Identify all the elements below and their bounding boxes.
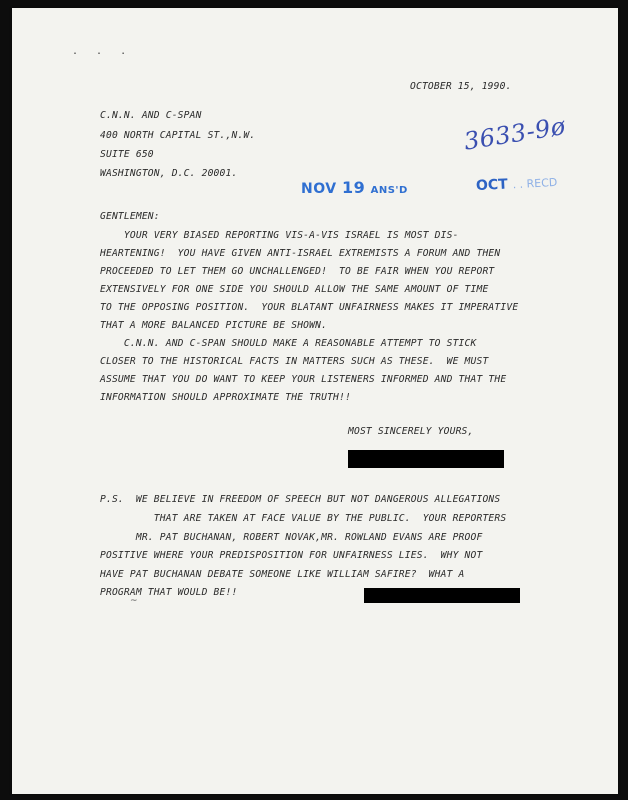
stamp-day: 19 bbox=[341, 178, 366, 197]
body-line: HEARTENING! YOU HAVE GIVEN ANTI-ISRAEL EXTREMISTS A FORUM AND THEN bbox=[100, 248, 501, 259]
stamp-received-label: . . RECD bbox=[512, 175, 558, 192]
body-line: CLOSER TO THE HISTORICAL FACTS IN MATTERS SUCH AS THESE. WE MUST bbox=[100, 356, 489, 367]
stamp-month: OCT bbox=[475, 176, 509, 195]
signature-redaction bbox=[348, 450, 504, 468]
address-line: C.N.N. AND C-SPAN bbox=[100, 110, 202, 121]
stray-mark: ~ bbox=[130, 596, 138, 606]
ps-line: PROGRAM THAT WOULD BE!! bbox=[100, 587, 238, 598]
body-line: ASSUME THAT YOU DO WANT TO KEEP YOUR LISTENERS INFORMED AND THAT THE bbox=[100, 374, 507, 385]
ps-line: MR. PAT BUCHANAN, ROBERT NOVAK,MR. ROWLAND EVANS ARE PROOF bbox=[100, 532, 483, 543]
ps-line: THAT ARE TAKEN AT FACE VALUE BY THE PUBLIC. YOUR REPORTERS bbox=[100, 513, 507, 524]
answered-date-stamp bbox=[301, 178, 408, 197]
salutation: GENTLEMEN: bbox=[100, 211, 160, 222]
address-line: SUITE 650 bbox=[100, 149, 154, 160]
body-line: EXTENSIVELY FOR ONE SIDE YOU SHOULD ALLOW THE SAME AMOUNT OF TIME bbox=[100, 284, 489, 295]
letter-date: OCTOBER 15, 1990. bbox=[410, 81, 512, 92]
letter-page bbox=[12, 8, 618, 794]
received-date-stamp bbox=[476, 174, 558, 194]
closing: MOST SINCERELY YOURS, bbox=[348, 426, 474, 437]
ps-line: POSITIVE WHERE YOUR PREDISPOSITION FOR UNFAIRNESS LIES. WHY NOT bbox=[100, 550, 483, 561]
body-line: C.N.N. AND C-SPAN SHOULD MAKE A REASONABLE ATTEMPT TO STICK bbox=[100, 338, 477, 349]
body-line: PROCEEDED TO LET THEM GO UNCHALLENGED! TO BE FAIR WHEN YOU REPORT bbox=[100, 266, 495, 277]
body-line: INFORMATION SHOULD APPROXIMATE THE TRUTH!! bbox=[100, 392, 351, 403]
address-line: 400 NORTH CAPITAL ST.,N.W. bbox=[100, 130, 256, 141]
body-line: TO THE OPPOSING POSITION. YOUR BLATANT UNFAIRNESS MAKES IT IMPERATIVE bbox=[100, 302, 519, 313]
stamp-suffix: ANS'D bbox=[370, 185, 408, 196]
body-line: THAT A MORE BALANCED PICTURE BE SHOWN. bbox=[100, 320, 328, 331]
address-line: WASHINGTON, D.C. 20001. bbox=[100, 168, 238, 179]
corner-dots: . . . bbox=[72, 46, 133, 57]
handwritten-file-number: 3633-9ø bbox=[462, 111, 568, 156]
stamp-month: NOV bbox=[301, 181, 337, 197]
ps-line: HAVE PAT BUCHANAN DEBATE SOMEONE LIKE WILLIAM SAFIRE? WHAT A bbox=[100, 569, 465, 580]
ps-signature-redaction bbox=[364, 588, 520, 603]
ps-line: P.S. WE BELIEVE IN FREEDOM OF SPEECH BUT NOT DANGEROUS ALLEGATIONS bbox=[100, 494, 501, 505]
body-line: YOUR VERY BIASED REPORTING VIS-A-VIS ISRAEL IS MOST DIS- bbox=[100, 230, 459, 241]
